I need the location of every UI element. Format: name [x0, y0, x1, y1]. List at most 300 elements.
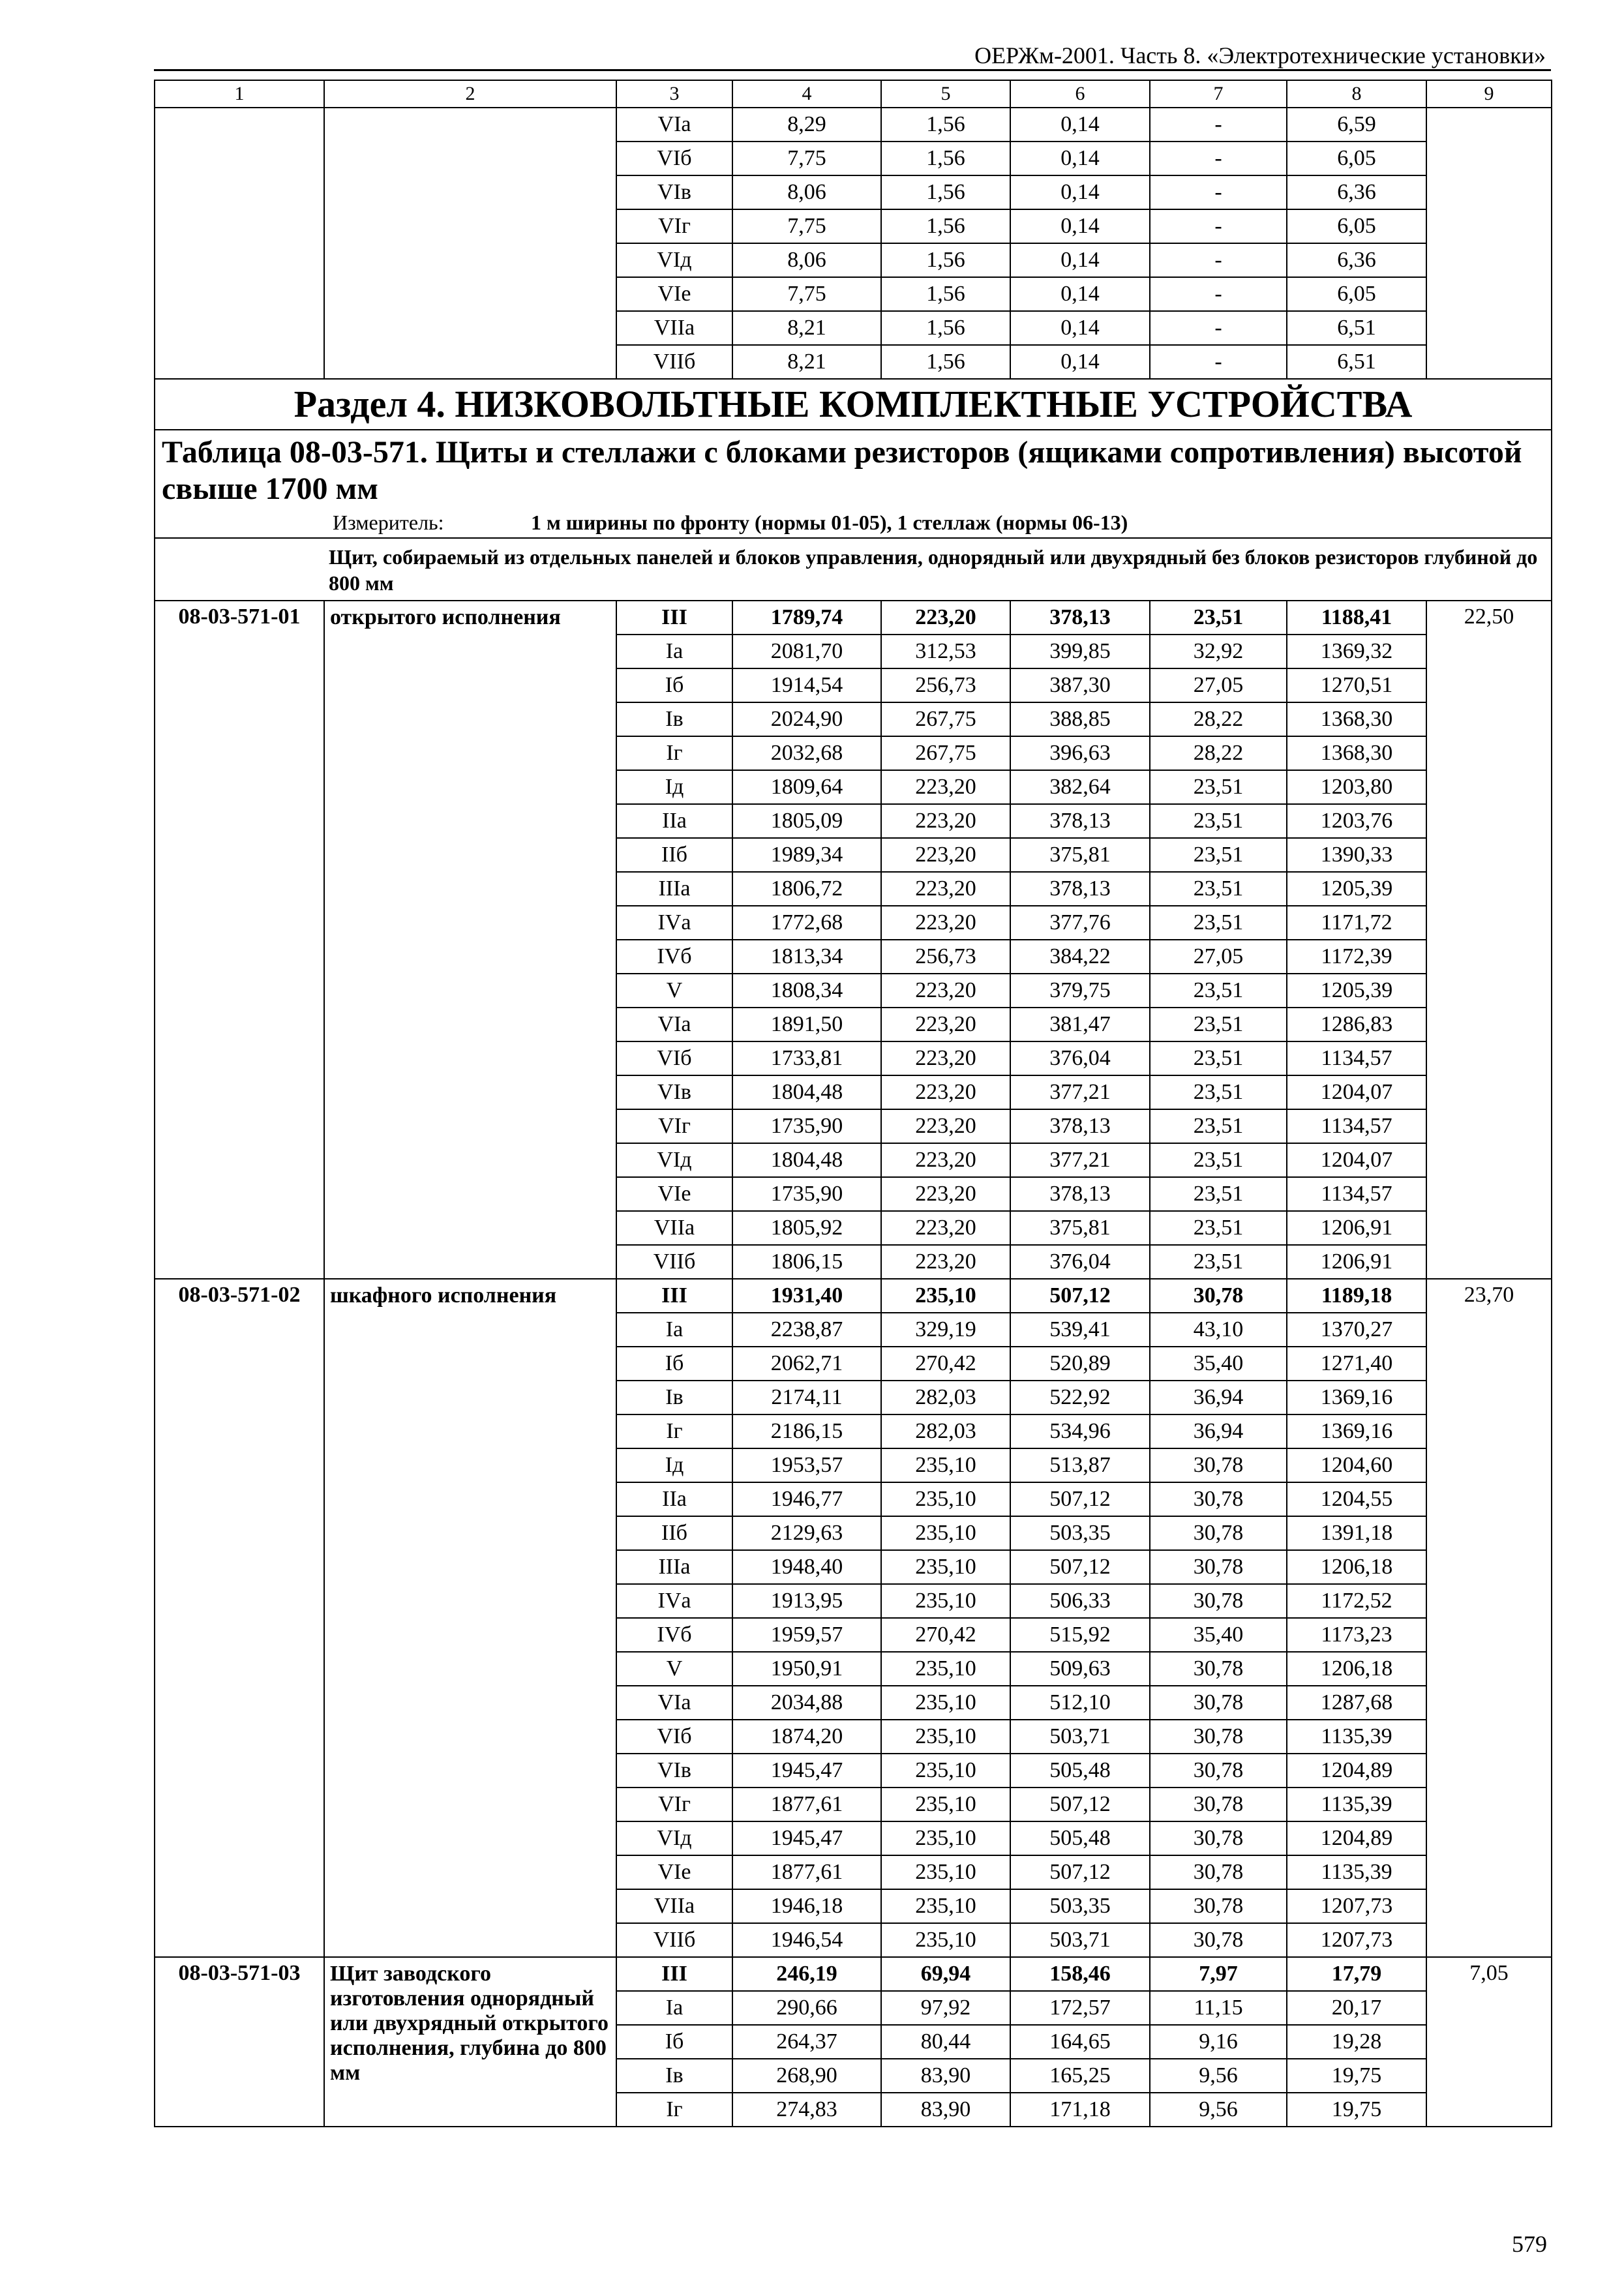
header-title: ОЕРЖм-2001. Часть 8. «Электротехнические установки»	[974, 42, 1546, 68]
table-cell: 223,20	[881, 804, 1010, 838]
measure-value: 1 м ширины по фронту (нормы 01-05), 1 стеллаж (нормы 06-13)	[531, 511, 1128, 534]
table-cell: 235,10	[881, 1720, 1010, 1754]
table-cell: 1286,83	[1287, 1008, 1426, 1041]
table-cell: Iб	[616, 668, 732, 702]
table-cell: 503,71	[1010, 1923, 1150, 1957]
table-cell: 30,78	[1150, 1652, 1287, 1686]
table-cell: 1206,91	[1287, 1211, 1426, 1245]
table-cell: VIв	[616, 175, 732, 209]
table-cell: 20,17	[1287, 1991, 1426, 2025]
table-cell: 69,94	[881, 1957, 1010, 1991]
table-cell: 268,90	[732, 2059, 881, 2093]
table-cell: 223,20	[881, 1041, 1010, 1075]
table-cell: VIIб	[616, 345, 732, 379]
table-cell: 30,78	[1150, 1448, 1287, 1482]
table-cell: 1877,61	[732, 1788, 881, 1821]
name-cell: Щит заводского изготовления однорядный или двухрядный открытого исполнения, глубина до 800 мм	[324, 1957, 616, 2127]
table-cell: 264,37	[732, 2025, 881, 2059]
table-cell: 30,78	[1150, 1482, 1287, 1516]
table-cell: 1877,61	[732, 1855, 881, 1889]
table-cell: IIб	[616, 838, 732, 872]
table-cell: 19,28	[1287, 2025, 1426, 2059]
table-cell: VIб	[616, 1041, 732, 1075]
table-cell: 19,75	[1287, 2059, 1426, 2093]
table-cell: 9,16	[1150, 2025, 1287, 2059]
table-cell: 1931,40	[732, 1279, 881, 1313]
table-cell: VIIб	[616, 1245, 732, 1279]
table-cell: 1369,16	[1287, 1414, 1426, 1448]
column-number: 6	[1010, 80, 1150, 108]
table-cell: 6,59	[1287, 108, 1426, 142]
table-cell: 1173,23	[1287, 1618, 1426, 1652]
table-cell: VIд	[616, 243, 732, 277]
table-cell: 7,75	[732, 277, 881, 311]
table-cell: 522,92	[1010, 1381, 1150, 1414]
table-cell: VIб	[616, 1720, 732, 1754]
measure-cell	[155, 507, 1552, 538]
name-cell: шкафного исполнения	[324, 1279, 616, 1957]
table-cell: 23,51	[1150, 838, 1287, 872]
table-cell: 381,47	[1010, 1008, 1150, 1041]
table-cell: VIв	[616, 1754, 732, 1788]
table-cell: 7,75	[732, 209, 881, 243]
table-cell: 1205,39	[1287, 974, 1426, 1008]
table-cell: 6,05	[1287, 209, 1426, 243]
table-cell: -	[1150, 243, 1287, 277]
table-cell: 1188,41	[1287, 601, 1426, 635]
table-cell: VIв	[616, 1075, 732, 1109]
table-cell: 6,05	[1287, 142, 1426, 175]
table-cell: 1,56	[881, 243, 1010, 277]
table-cell: 172,57	[1010, 1991, 1150, 2025]
table-cell: IVа	[616, 1584, 732, 1618]
table-cell: 1134,57	[1287, 1109, 1426, 1143]
table-cell: 1135,39	[1287, 1720, 1426, 1754]
table-cell: 2062,71	[732, 1347, 881, 1381]
table-cell: 23,51	[1150, 1211, 1287, 1245]
table-cell: 1204,89	[1287, 1821, 1426, 1855]
table-cell: VIг	[616, 1109, 732, 1143]
table-cell: 2032,68	[732, 736, 881, 770]
table-cell: 270,42	[881, 1618, 1010, 1652]
code-cell: 08-03-571-01	[155, 601, 324, 1279]
code-cell: 08-03-571-02	[155, 1279, 324, 1957]
column-number: 3	[616, 80, 732, 108]
table-cell: Iа	[616, 1313, 732, 1347]
table-cell: 377,21	[1010, 1075, 1150, 1109]
table-cell: 30,78	[1150, 1889, 1287, 1923]
table-cell: 1369,16	[1287, 1381, 1426, 1414]
table-cell: -	[1150, 108, 1287, 142]
table-cell: 223,20	[881, 601, 1010, 635]
table-cell: 1953,57	[732, 1448, 881, 1482]
table-cell: 1772,68	[732, 906, 881, 940]
table-cell: 30,78	[1150, 1855, 1287, 1889]
table-cell: 1874,20	[732, 1720, 881, 1754]
table-cell: 1,56	[881, 209, 1010, 243]
name-cell	[324, 108, 616, 379]
table-cell: 1808,34	[732, 974, 881, 1008]
measure-row	[155, 507, 1552, 538]
table-cell: -	[1150, 142, 1287, 175]
section-row	[155, 379, 1552, 430]
table-cell: 223,20	[881, 1008, 1010, 1041]
table-cell: 376,04	[1010, 1245, 1150, 1279]
column-number: 9	[1426, 80, 1552, 108]
table-cell: 30,78	[1150, 1754, 1287, 1788]
table-cell: 377,21	[1010, 1143, 1150, 1177]
table-cell: VIд	[616, 1143, 732, 1177]
table-cell: 1172,39	[1287, 940, 1426, 974]
table-cell: 83,90	[881, 2093, 1010, 2127]
table-cell: 23,51	[1150, 1008, 1287, 1041]
table-cell: IIа	[616, 1482, 732, 1516]
table-cell: 312,53	[881, 635, 1010, 668]
table-cell: 1789,74	[732, 601, 881, 635]
table-row	[155, 1279, 1552, 1313]
table-cell: 1369,32	[1287, 635, 1426, 668]
table-cell: Iг	[616, 2093, 732, 2127]
table-cell: 507,12	[1010, 1550, 1150, 1584]
table-cell: VIа	[616, 1686, 732, 1720]
table-cell: 223,20	[881, 872, 1010, 906]
table-cell: 23,51	[1150, 804, 1287, 838]
column-number: 8	[1287, 80, 1426, 108]
table-cell: 23,51	[1150, 906, 1287, 940]
table-cell: 235,10	[881, 1855, 1010, 1889]
table-cell: 2174,11	[732, 1381, 881, 1414]
table-cell: Iд	[616, 770, 732, 804]
table-cell: 1948,40	[732, 1550, 881, 1584]
table-cell: Iг	[616, 1414, 732, 1448]
table-cell: 1806,15	[732, 1245, 881, 1279]
table-cell: 23,51	[1150, 1109, 1287, 1143]
table-cell: 6,36	[1287, 175, 1426, 209]
table-cell: 235,10	[881, 1686, 1010, 1720]
last-cell	[1426, 108, 1552, 379]
table-cell: 30,78	[1150, 1720, 1287, 1754]
table-cell: 9,56	[1150, 2093, 1287, 2127]
table-cell: VIа	[616, 108, 732, 142]
table-cell: 235,10	[881, 1279, 1010, 1313]
table-cell: 223,20	[881, 1075, 1010, 1109]
table-cell: 1206,18	[1287, 1550, 1426, 1584]
table-cell: 1203,76	[1287, 804, 1426, 838]
table-cell: 1203,80	[1287, 770, 1426, 804]
table-cell: 1959,57	[732, 1618, 881, 1652]
table-cell: 267,75	[881, 736, 1010, 770]
column-number: 5	[881, 80, 1010, 108]
description: Щит, собираемый из отдельных панелей и блоков управления, однорядный или двухрядный без блоков резисторов глубиной до 800 мм	[155, 538, 1552, 601]
last-cell: 7,05	[1426, 1957, 1552, 2127]
table-cell: -	[1150, 209, 1287, 243]
table-cell: 1206,91	[1287, 1245, 1426, 1279]
table-cell: 19,75	[1287, 2093, 1426, 2127]
table-cell: 235,10	[881, 1516, 1010, 1550]
table-cell: 515,92	[1010, 1618, 1150, 1652]
name-cell: открытого исполнения	[324, 601, 616, 1279]
table-cell: 1946,77	[732, 1482, 881, 1516]
table-cell: 1804,48	[732, 1075, 881, 1109]
table-cell: -	[1150, 175, 1287, 209]
table-row	[155, 1957, 1552, 1991]
table-cell: 378,13	[1010, 1109, 1150, 1143]
table-cell: 2034,88	[732, 1686, 881, 1720]
table-cell: VIе	[616, 1177, 732, 1211]
table-cell: 1206,18	[1287, 1652, 1426, 1686]
table-cell: 6,36	[1287, 243, 1426, 277]
table-cell: IVб	[616, 940, 732, 974]
table-cell: 329,19	[881, 1313, 1010, 1347]
table-cell: 1,56	[881, 277, 1010, 311]
table-cell: 30,78	[1150, 1516, 1287, 1550]
table-cell: 274,83	[732, 2093, 881, 2127]
table-cell: 1204,55	[1287, 1482, 1426, 1516]
table-cell: 28,22	[1150, 736, 1287, 770]
table-cell: 7,75	[732, 142, 881, 175]
table-cell: 520,89	[1010, 1347, 1150, 1381]
table-row	[155, 601, 1552, 635]
table-cell: 503,35	[1010, 1889, 1150, 1923]
table-cell: 534,96	[1010, 1414, 1150, 1448]
table-cell: Iд	[616, 1448, 732, 1482]
table-cell: 1204,89	[1287, 1754, 1426, 1788]
table-cell: -	[1150, 311, 1287, 345]
table-cell: 282,03	[881, 1414, 1010, 1448]
table-title: Таблица 08-03-571. Щиты и стеллажи с блоками резисторов (ящиками сопротивления) высотой свыше 1700 мм	[155, 430, 1552, 507]
table-cell: 235,10	[881, 1652, 1010, 1686]
table-cell: 1891,50	[732, 1008, 881, 1041]
table-cell: IIIа	[616, 1550, 732, 1584]
table-cell: 223,20	[881, 770, 1010, 804]
table-cell: 1914,54	[732, 668, 881, 702]
table-cell: 246,19	[732, 1957, 881, 1991]
table-cell: 223,20	[881, 906, 1010, 940]
table-cell: 32,92	[1150, 635, 1287, 668]
description-row	[155, 538, 1552, 601]
table-cell: 513,87	[1010, 1448, 1150, 1482]
table-cell: 30,78	[1150, 1584, 1287, 1618]
table-cell: VIг	[616, 1788, 732, 1821]
table-cell: 0,14	[1010, 311, 1150, 345]
table-cell: 23,51	[1150, 974, 1287, 1008]
table-cell: 223,20	[881, 1143, 1010, 1177]
table-cell: 158,46	[1010, 1957, 1150, 1991]
table-cell: 43,10	[1150, 1313, 1287, 1347]
table-cell: 290,66	[732, 1991, 881, 2025]
table-cell: 505,48	[1010, 1754, 1150, 1788]
table-cell: 235,10	[881, 1923, 1010, 1957]
table-cell: 1,56	[881, 311, 1010, 345]
table-cell: Iа	[616, 635, 732, 668]
table-cell: 30,78	[1150, 1821, 1287, 1855]
table-cell: 6,51	[1287, 345, 1426, 379]
table-cell: 1,56	[881, 175, 1010, 209]
table-cell: 509,63	[1010, 1652, 1150, 1686]
table-cell: 235,10	[881, 1821, 1010, 1855]
table-cell: 7,97	[1150, 1957, 1287, 1991]
table-cell: 35,40	[1150, 1618, 1287, 1652]
table-cell: 270,42	[881, 1347, 1010, 1381]
table-cell: 256,73	[881, 668, 1010, 702]
column-number: 1	[155, 80, 324, 108]
table-cell: 23,51	[1150, 770, 1287, 804]
table-cell: 1207,73	[1287, 1923, 1426, 1957]
table-cell: 23,51	[1150, 1143, 1287, 1177]
table-cell: 8,21	[732, 311, 881, 345]
table-cell: 1204,07	[1287, 1143, 1426, 1177]
table-cell: 378,13	[1010, 601, 1150, 635]
table-cell: Iб	[616, 1347, 732, 1381]
table-cell: VIг	[616, 209, 732, 243]
table-cell: 1205,39	[1287, 872, 1426, 906]
table-cell: 1804,48	[732, 1143, 881, 1177]
table-cell: 223,20	[881, 974, 1010, 1008]
table-row	[155, 108, 1552, 142]
table-cell: 1945,47	[732, 1754, 881, 1788]
column-number: 2	[324, 80, 616, 108]
table-cell: 1134,57	[1287, 1177, 1426, 1211]
column-number: 7	[1150, 80, 1287, 108]
table-cell: 164,65	[1010, 2025, 1150, 2059]
table-cell: 35,40	[1150, 1347, 1287, 1381]
table-cell: 376,04	[1010, 1041, 1150, 1075]
table-cell: Iб	[616, 2025, 732, 2059]
table-cell: Iв	[616, 702, 732, 736]
table-cell: 503,35	[1010, 1516, 1150, 1550]
table-cell: 282,03	[881, 1381, 1010, 1414]
table-cell: IVб	[616, 1618, 732, 1652]
table-cell: 1134,57	[1287, 1041, 1426, 1075]
table-cell: VIIа	[616, 1889, 732, 1923]
table-cell: 507,12	[1010, 1482, 1150, 1516]
table-cell: 1189,18	[1287, 1279, 1426, 1313]
table-cell: VIе	[616, 277, 732, 311]
table-cell: 23,51	[1150, 1245, 1287, 1279]
rates-table	[154, 80, 1552, 2127]
table-cell: VIIа	[616, 311, 732, 345]
table-cell: IVа	[616, 906, 732, 940]
table-cell: 2186,15	[732, 1414, 881, 1448]
table-cell: 0,14	[1010, 345, 1150, 379]
table-cell: 28,22	[1150, 702, 1287, 736]
table-cell: 1391,18	[1287, 1516, 1426, 1550]
table-cell: -	[1150, 345, 1287, 379]
table-cell: 30,78	[1150, 1686, 1287, 1720]
table-cell: 507,12	[1010, 1279, 1150, 1313]
table-cell: 1989,34	[732, 838, 881, 872]
table-cell: 375,81	[1010, 838, 1150, 872]
table-cell: 30,78	[1150, 1788, 1287, 1821]
table-cell: 0,14	[1010, 243, 1150, 277]
table-cell: 1370,27	[1287, 1313, 1426, 1347]
table-cell: 378,13	[1010, 872, 1150, 906]
table-cell: VIа	[616, 1008, 732, 1041]
table-cell: 1805,09	[732, 804, 881, 838]
table-cell: 36,94	[1150, 1381, 1287, 1414]
table-cell: 1135,39	[1287, 1788, 1426, 1821]
table-cell: 384,22	[1010, 940, 1150, 974]
table-cell: 1,56	[881, 108, 1010, 142]
table-cell: 1204,07	[1287, 1075, 1426, 1109]
table-cell: Iв	[616, 2059, 732, 2093]
table-cell: 30,78	[1150, 1279, 1287, 1313]
table-cell: IIб	[616, 1516, 732, 1550]
table-cell: 1950,91	[732, 1652, 881, 1686]
section-title: Раздел 4. НИЗКОВОЛЬТНЫЕ КОМПЛЕКТНЫЕ УСТРОЙСТВА	[155, 379, 1552, 430]
table-cell: 1806,72	[732, 872, 881, 906]
table-cell: 23,51	[1150, 872, 1287, 906]
table-cell: 27,05	[1150, 668, 1287, 702]
code-cell	[155, 108, 324, 379]
table-cell: 256,73	[881, 940, 1010, 974]
table-cell: 235,10	[881, 1788, 1010, 1821]
table-cell: 1390,33	[1287, 838, 1426, 872]
last-cell: 22,50	[1426, 601, 1552, 1279]
table-cell: IIIа	[616, 872, 732, 906]
table-cell: 1,56	[881, 142, 1010, 175]
table-cell: 1733,81	[732, 1041, 881, 1075]
table-cell: 377,76	[1010, 906, 1150, 940]
table-cell: 30,78	[1150, 1923, 1287, 1957]
table-cell: 505,48	[1010, 1821, 1150, 1855]
table-cell: 1368,30	[1287, 736, 1426, 770]
table-cell: 6,51	[1287, 311, 1426, 345]
table-cell: 171,18	[1010, 2093, 1150, 2127]
table-cell: 507,12	[1010, 1788, 1150, 1821]
table-cell: 97,92	[881, 1991, 1010, 2025]
table-cell: 0,14	[1010, 142, 1150, 175]
code-cell: 08-03-571-03	[155, 1957, 324, 2127]
table-cell: 1271,40	[1287, 1347, 1426, 1381]
table-cell: 83,90	[881, 2059, 1010, 2093]
table-cell: 23,51	[1150, 1075, 1287, 1109]
table-cell: 1171,72	[1287, 906, 1426, 940]
table-cell: 6,05	[1287, 277, 1426, 311]
table-cell: 0,14	[1010, 108, 1150, 142]
table-cell: 223,20	[881, 1177, 1010, 1211]
table-cell: 8,29	[732, 108, 881, 142]
table-cell: III	[616, 601, 732, 635]
table-cell: 2081,70	[732, 635, 881, 668]
table-cell: 11,15	[1150, 1991, 1287, 2025]
table-cell: VIд	[616, 1821, 732, 1855]
table-cell: 2238,87	[732, 1313, 881, 1347]
table-cell: 379,75	[1010, 974, 1150, 1008]
table-cell: 1287,68	[1287, 1686, 1426, 1720]
table-cell: 1813,34	[732, 940, 881, 974]
page-number: 579	[1512, 2231, 1547, 2257]
table-cell: 8,06	[732, 243, 881, 277]
table-cell: 0,14	[1010, 209, 1150, 243]
table-cell: 235,10	[881, 1889, 1010, 1923]
table-cell: 235,10	[881, 1550, 1010, 1584]
table-cell: 235,10	[881, 1754, 1010, 1788]
table-cell: 8,06	[732, 175, 881, 209]
table-cell: 223,20	[881, 838, 1010, 872]
table-cell: VIб	[616, 142, 732, 175]
table-cell: 506,33	[1010, 1584, 1150, 1618]
table-cell: 1270,51	[1287, 668, 1426, 702]
table-cell: 23,51	[1150, 1041, 1287, 1075]
table-cell: 375,81	[1010, 1211, 1150, 1245]
table-cell: VIе	[616, 1855, 732, 1889]
table-cell: 1913,95	[732, 1584, 881, 1618]
table-cell: 1946,18	[732, 1889, 881, 1923]
table-cell: 1207,73	[1287, 1889, 1426, 1923]
table-cell: 399,85	[1010, 635, 1150, 668]
table-cell: 0,14	[1010, 277, 1150, 311]
